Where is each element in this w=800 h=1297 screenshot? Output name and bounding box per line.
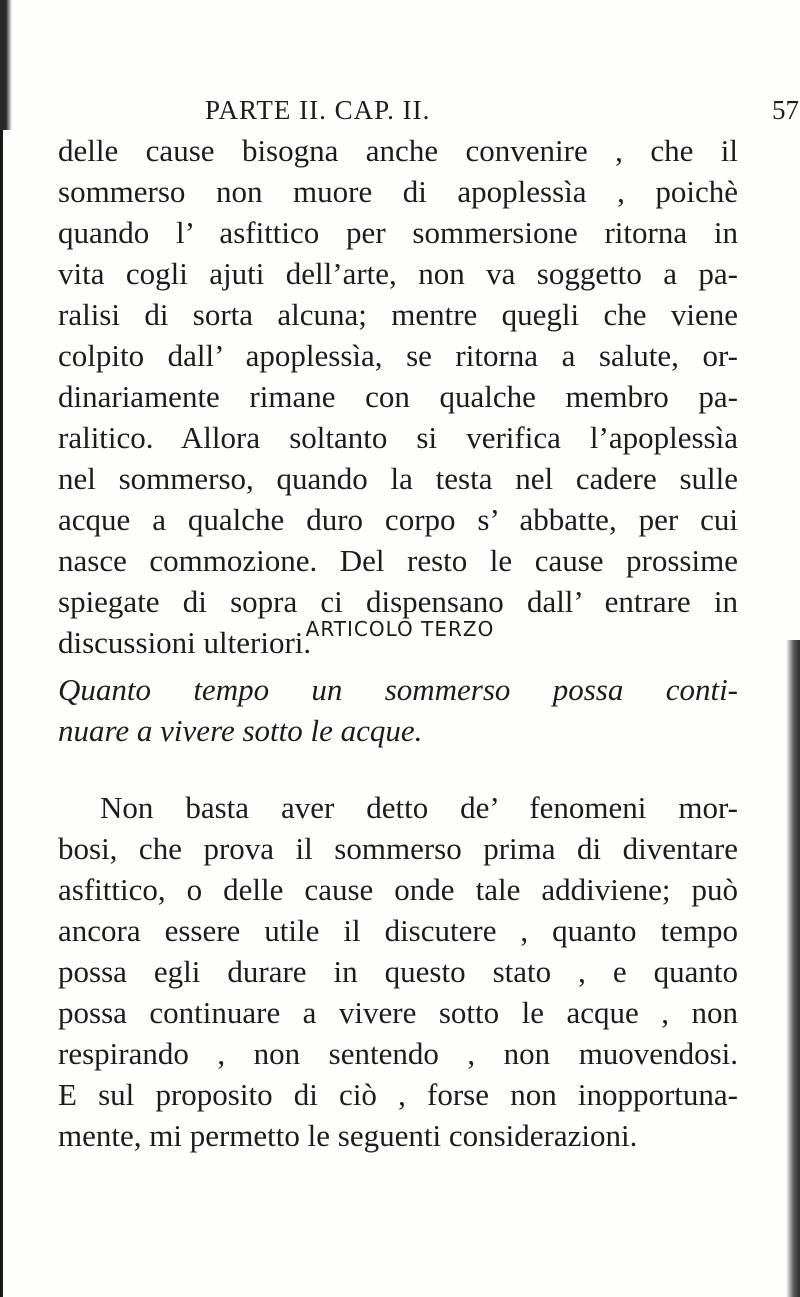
text-line: discussioni ulteriori. <box>58 625 312 660</box>
page-edge-shadow <box>786 640 800 1297</box>
text-line: bosi, che prova il sommerso prima di diventare <box>58 831 738 866</box>
text-line: ralisi di sorta alcuna; mentre quegli che viene <box>58 297 738 332</box>
text-line: vita cogli ajuti dell’arte, non va soggetto a pa- <box>58 256 738 291</box>
text-line: quando l’ asfittico per sommersione ritorna in <box>58 215 738 250</box>
text-line: asfittico, o delle cause onde tale addiviene; può <box>58 872 738 907</box>
text-line: possa egli durare in questo stato , e quanto <box>58 954 738 989</box>
text-line: ralitico. Allora soltanto si verifica l’apoplessìa <box>58 420 738 455</box>
text-line: delle cause bisogna anche convenire , che il <box>58 133 738 168</box>
text-line: possa continuare a vivere sotto le acque , non <box>58 995 738 1030</box>
text-line: mente, mi permetto le seguenti considerazioni. <box>58 1118 638 1153</box>
text-line: spiegate di sopra ci dispensano dall’ entrare in <box>58 584 738 619</box>
binding-shadow-top <box>0 0 12 130</box>
text-line: colpito dall’ apoplessìa, se ritorna a salute, or- <box>58 338 738 373</box>
text-line: dinariamente rimane con qualche membro pa- <box>58 379 738 414</box>
subtitle-line: nuare a vivere sotto le acque. <box>58 713 423 748</box>
text-line: ancora essere utile il discutere , quanto tempo <box>58 913 738 948</box>
text-line: sommerso non muore di apoplessìa , poichè <box>58 174 738 209</box>
running-head-title: PARTE II. CAP. II. <box>205 95 431 125</box>
text-line: acque a qualche duro corpo s’ abbatte, per cui <box>58 502 738 537</box>
text-line: E sul proposito di ciò , forse non inopportuna- <box>58 1077 738 1112</box>
page-number: 57 <box>772 95 799 125</box>
text-line: Non basta aver detto de’ fenomeni mor- <box>100 790 738 825</box>
subtitle-line: Quanto tempo un sommerso possa conti- <box>58 672 738 707</box>
text-line: nasce commozione. Del resto le cause prossime <box>58 543 738 578</box>
paragraph-1 <box>58 130 738 663</box>
text-line: respirando , non sentendo , non muovendosi. <box>58 1036 738 1071</box>
binding-edge-line <box>0 130 3 1297</box>
text-line: nel sommerso, quando la testa nel cadere sulle <box>58 461 738 496</box>
paragraph-2 <box>58 787 738 1156</box>
article-heading: ARTICOLO TERZO <box>305 617 495 641</box>
section-subtitle <box>58 669 738 751</box>
